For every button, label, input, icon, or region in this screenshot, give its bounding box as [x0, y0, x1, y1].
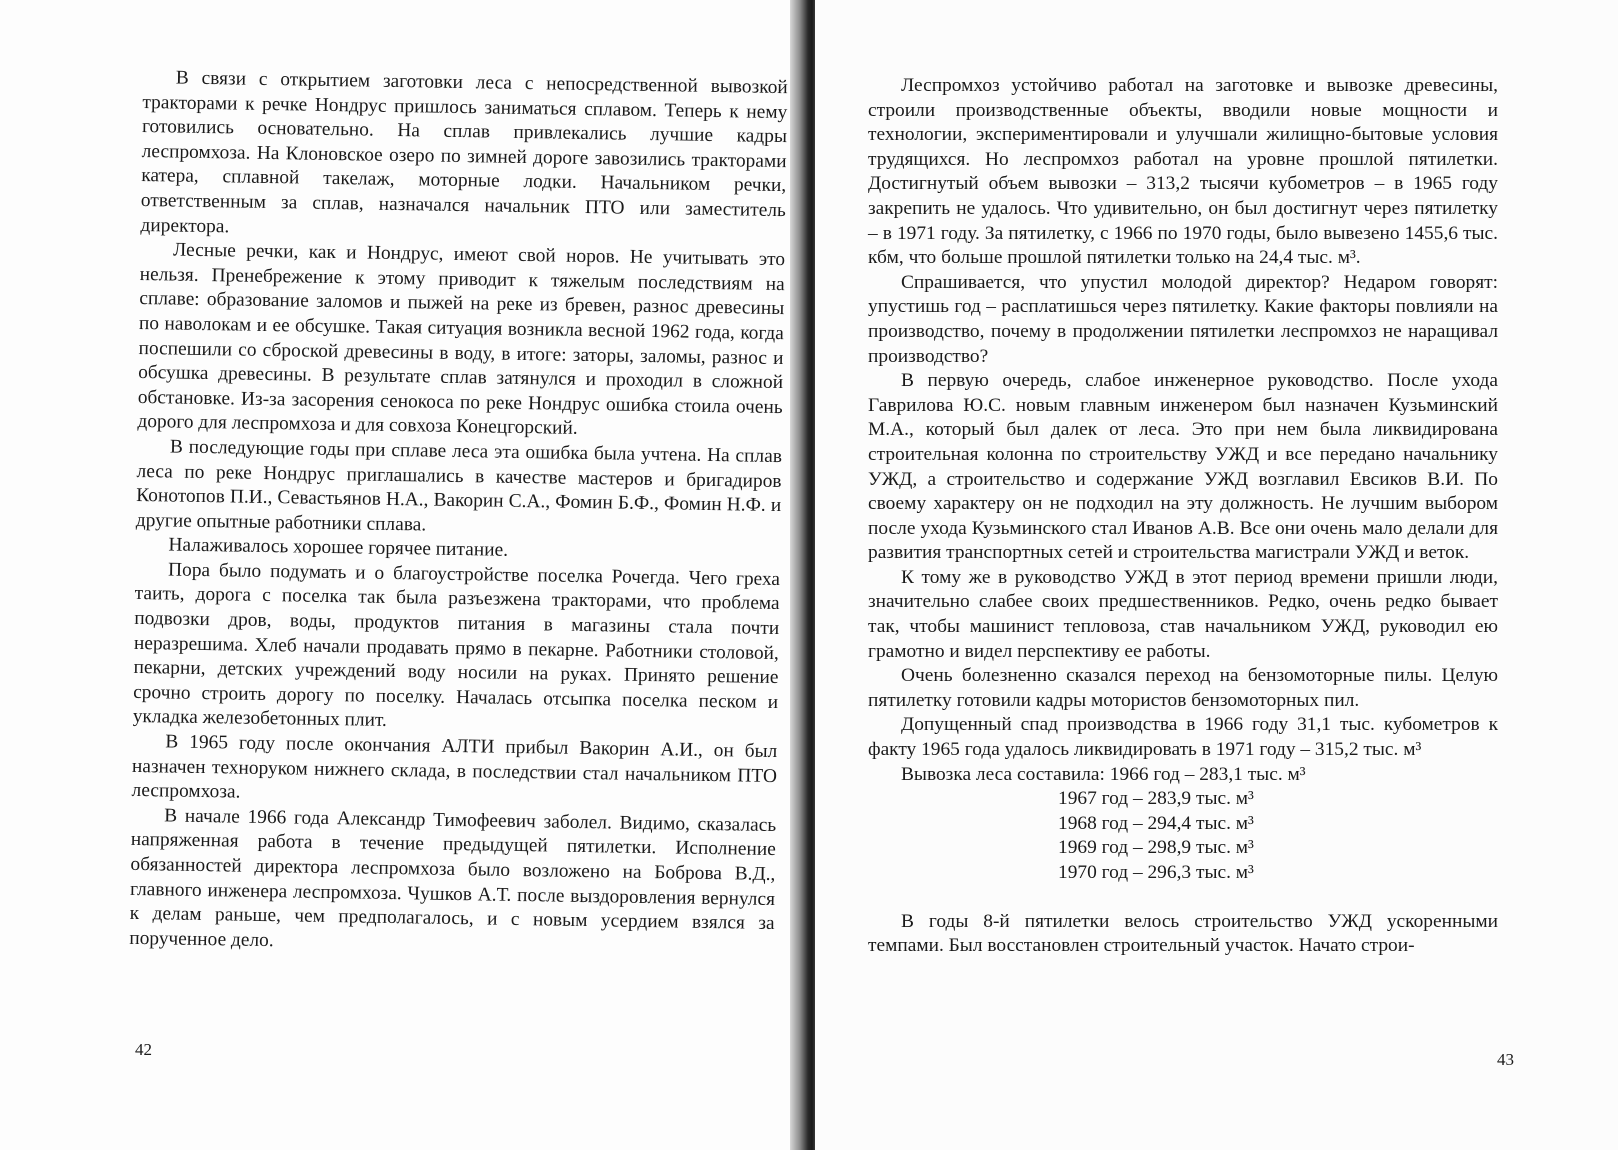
list-item: 1969 год – 298,9 тыс. м³: [1058, 837, 1254, 859]
paragraph: Вывозка леса составила: 1966 год – 283,1 тыс. м³: [901, 763, 1306, 785]
paragraph: Лесные речки, как и Нондрус, имеют свой норов. Не учитывать это нельзя. Пренебрежение к этому приводит к тяжелым последствиям на сплаве: образование заломов и пыжей на реке из бревен, разнос древесины по наволокам и ее обсушке. Такая ситуация возникла весной 1962 года, когда поспешили со сброской древесины в воду, в итоге: заторы, заломы, разнос и обсушка древесины. В результате сплав затянулся и проходил в сложной обстановке. Из-за засорения сенокоса по реке Нондрус ошибка стоила очень дорого для леспромхоза и для совхоза Конецгорский.: [137, 239, 786, 440]
page-number: 43: [1497, 1050, 1514, 1069]
right-page-text: [868, 74, 1498, 959]
paragraph: Спрашивается, что упустил молодой директор? Недаром говорят: упустишь год – расплатишься через пятилетку. Какие факторы повлияли на производство, почему в продолжении пятилетки леспромхоз не наращивал производство?: [868, 271, 1498, 367]
paragraph: Леспромхоз устойчиво работал на заготовке и вывозке древесины, строили производственные объекты, вводили новые мощности и технологии, экспериментировали и улучшали жилищно-бытовые условия трудящихся. Но леспромхоз работал на уровне прошлой пятилетки. Достигнутый объем вывозки – 313,2 тысячи кубометров – в 1965 году закрепить не удалось. Что удивительно, он был достигнут через пятилетку – в 1971 году. За пятилетку, с 1966 по 1970 годы, было вывезено 1455,6 тыс. кбм, что больше прошлой пятилетки только на 24,4 тыс. м³.: [868, 75, 1498, 269]
left-page: [0, 0, 800, 1150]
paragraph: Пора было подумать и о благоустройстве поселка Рочегда. Чего греха таить, дорога с поселка так была разъезжена тракторами, что проблема подвозки дров, воды, продуктов питания в магазины стала почти неразрешима. Хлеб начали продавать прямо в пекарне. Работники столовой, пекарни, детских учреждений воду носили на руках. Принято решение срочно строить дорогу по поселку. Началась отсыпка поселка песком и укладка железобетонных плит.: [132, 559, 781, 732]
left-page-text: [129, 66, 788, 961]
page-number: 42: [135, 1040, 152, 1059]
paragraph: В первую очередь, слабое инженерное руководство. После ухода Гаврилова Ю.С. новым главным инженером был назначен Кузьминский М.А., который был далек от леса. Это при нем была ликвидирована строительная колонна по строительству УЖД и все передано начальнику УЖД, а строительство и содержание УЖД возглавил Евсиков В.И. По своему характеру он не подходил на эту должность. Не лучшим выбором после ухода Кузьминского стал Иванов А.В. Все они очень мало делали для развития транспортных сетей и строительства магистрали УЖД и веток.: [868, 370, 1498, 564]
list-item: 1970 год – 296,3 тыс. м³: [1058, 862, 1254, 883]
paragraph: Допущенный спад производства в 1966 году 31,1 тыс. кубометров к факту 1965 года удалось ликвидировать в 1971 году – 315,2 тыс. м³: [868, 714, 1498, 761]
paragraph: Налаживалось хорошее горячее питание.: [168, 534, 509, 562]
paragraph: В связи с открытием заготовки леса с непосредственной вывозкой тракторами к речке Нондрус пришлось заниматься сплавом. Теперь к нему готовились основательно. На сплав привлекались лучшие кадры леспромхоза. На Клоновское озеро по зимней дороге завозились тракторами катера, сплавной такелаж, моторные лодки. Начальником речки, ответственным за сплав, назначался начальник ПТО или заместитель директора.: [140, 67, 788, 237]
paragraph: К тому же в руководство УЖД в этот период времени пришли люди, значительно слабее своих предшественников. Редко, очень редко бывает так, чтобы машинист тепловоза, став начальником УЖД, руководил ею грамотно и видел перспективу ее работы.: [868, 566, 1498, 662]
list-item: 1967 год – 283,9 тыс. м³: [1058, 788, 1254, 810]
paragraph: В годы 8-й пятилетки велось строительство УЖД ускоренными темпами. Был восстановлен строительный участок. Начато строи-: [868, 910, 1498, 957]
paragraph: В последующие годы при сплаве леса эта ошибка была учтена. На сплав леса по реке Нондрус приглашались в качестве мастеров и бригадиров Конотопов П.И., Севастьянов Н.А., Вакорин С.А., Фомин Б.Ф., Фомин Н.Ф. и другие опытные работники сплава.: [135, 436, 783, 536]
right-page: [815, 0, 1618, 1150]
list-item: 1968 год – 294,4 тыс. м³: [1058, 812, 1254, 834]
paragraph: Очень болезненно сказался переход на бензомоторные пилы. Целую пятилетку готовили кадры мотористов бензомоторных пил.: [868, 665, 1498, 711]
timber-volume-list: [868, 787, 1498, 885]
paragraph: В начале 1966 года Александр Тимофеевич заболел. Видимо, сказалась напряженная работа в течение предыдущей пятилетки. Исполнение обязанностей директора леспромхоза было возложено на Боброва В.Д., главного инженера леспромхоза. Чушков А.Т. после выздоровления вернулся к делам раньше, чем предполагалось, и с новым усердием взялся за порученное дело.: [129, 805, 777, 951]
paragraph: В 1965 году после окончания АЛТИ прибыл Вакорин А.И., он был назначен технoруком нижнего склада, в последствии стал начальником ПТО леспромхоза.: [131, 731, 778, 803]
